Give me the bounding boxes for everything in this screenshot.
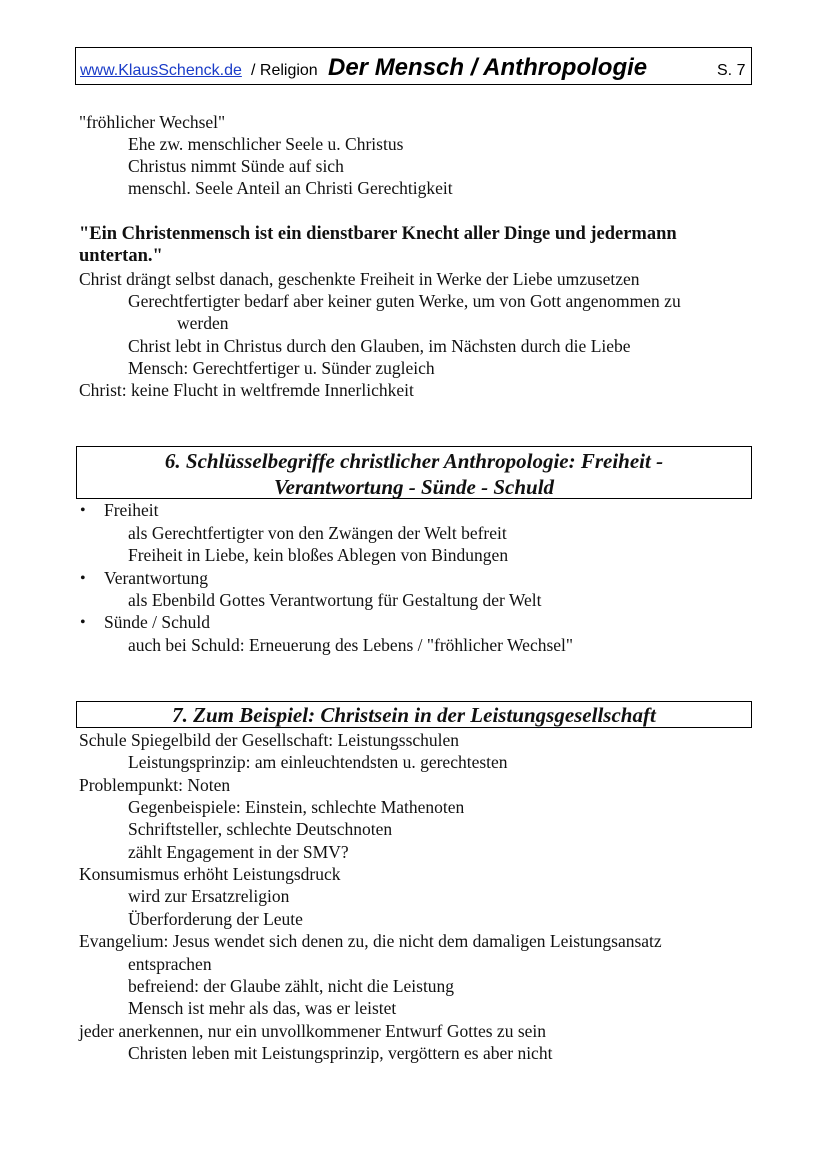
section7-line: jeder anerkennen, nur ein unvollkommener Entwurf Gottes zu sein <box>79 1021 547 1041</box>
section7-line: Mensch ist mehr als das, was er leistet <box>128 998 397 1018</box>
section7-line: Schriftsteller, schlechte Deutschnoten <box>128 819 393 839</box>
section7-heading-line: 7. Zum Beispiel: Christsein in der Leistungsgesellschaft <box>172 703 656 727</box>
quote-body-line: Mensch: Gerechtfertiger u. Sünder zugleich <box>128 358 435 378</box>
section7-line: Christen leben mit Leistungsprinzip, vergöttern es aber nicht <box>128 1043 553 1063</box>
intro-line: "fröhlicher Wechsel" <box>79 112 226 132</box>
quote-body-line: Christ lebt in Christus durch den Glauben, im Nächsten durch die Liebe <box>128 336 631 356</box>
section7-line: Evangelium: Jesus wendet sich denen zu, die nicht dem damaligen Leistungsansatz <box>79 931 662 951</box>
header-section: / Religion <box>251 62 318 79</box>
section6-heading-line: 6. Schlüsselbegriffe christlicher Anthropologie: Freiheit - <box>164 449 664 473</box>
section7-line: Leistungsprinzip: am einleuchtendsten u. gerechtesten <box>128 752 508 772</box>
page-number: S. 7 <box>717 62 746 79</box>
bullet-subitem: als Ebenbild Gottes Verantwortung für Gestaltung der Welt <box>128 590 542 610</box>
bullet-subitem: auch bei Schuld: Erneuerung des Lebens / "fröhlicher Wechsel" <box>128 635 574 655</box>
section7-line: Schule Spiegelbild der Gesellschaft: Leistungsschulen <box>79 730 460 750</box>
quote-line: untertan." <box>79 246 163 266</box>
bullet-item: Freiheit <box>104 500 159 520</box>
page-header <box>75 47 752 85</box>
quote-body-line: werden <box>177 313 229 333</box>
section7-line: Problempunkt: Noten <box>79 775 231 795</box>
bullet-icon: • <box>80 570 86 587</box>
quote-body-line: Gerechtfertigter bedarf aber keiner guten Werke, um von Gott angenommen zu <box>128 291 681 311</box>
bullet-icon: • <box>80 614 86 631</box>
section7-line: wird zur Ersatzreligion <box>128 886 290 906</box>
section7-line: Überforderung der Leute <box>128 909 303 929</box>
section7-line: Gegenbeispiele: Einstein, schlechte Mathenoten <box>128 797 465 817</box>
section7-line: Konsumismus erhöht Leistungsdruck <box>79 864 341 884</box>
bullet-item: Verantwortung <box>104 568 209 588</box>
bullet-subitem: als Gerechtfertigter von den Zwängen der Welt befreit <box>128 523 507 543</box>
quote-body-line: Christ drängt selbst danach, geschenkte Freiheit in Werke der Liebe umzusetzen <box>79 269 640 289</box>
intro-line: Ehe zw. menschlicher Seele u. Christus <box>128 134 404 154</box>
quote-line: "Ein Christenmensch ist ein dienstbarer Knecht aller Dinge und jedermann <box>79 224 677 244</box>
section7-line: entsprachen <box>128 954 212 974</box>
section7-heading <box>76 701 752 728</box>
bullet-subitem: Freiheit in Liebe, kein bloßes Ablegen von Bindungen <box>128 545 509 565</box>
section6-heading-line: Verantwortung - Sünde - Schuld <box>273 475 555 499</box>
intro-line: menschl. Seele Anteil an Christi Gerechtigkeit <box>128 178 453 198</box>
section7-line: zählt Engagement in der SMV? <box>128 842 349 862</box>
bullet-icon: • <box>80 502 86 519</box>
section7-line: befreiend: der Glaube zählt, nicht die Leistung <box>128 976 455 996</box>
quote-body-line: Christ: keine Flucht in weltfremde Innerlichkeit <box>79 380 414 400</box>
section6-heading <box>76 446 752 499</box>
page-title: Der Mensch / Anthropologie <box>328 54 648 81</box>
intro-line: Christus nimmt Sünde auf sich <box>128 156 344 176</box>
bullet-item: Sünde / Schuld <box>104 612 210 632</box>
website-link[interactable]: www.KlausSchenck.de <box>80 62 242 79</box>
